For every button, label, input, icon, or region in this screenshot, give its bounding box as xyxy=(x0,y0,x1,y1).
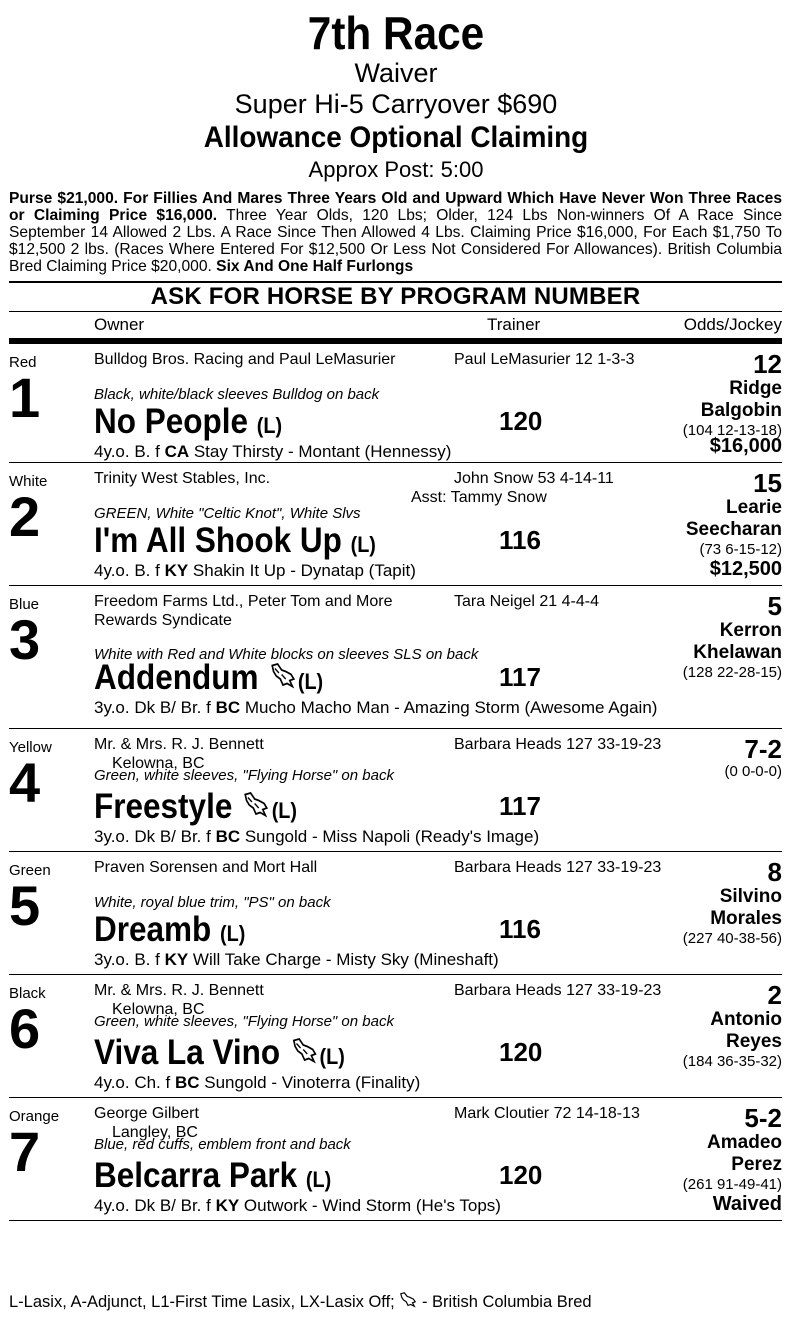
age-sex: 4y.o. Ch. f xyxy=(94,1073,175,1092)
sire-dam: Sungold - Miss Napoli (Ready's Image) xyxy=(240,827,540,846)
silks-description: Black, white/black sleeves Bulldog on back xyxy=(94,386,380,403)
owner-location: Kelowna, BC xyxy=(112,1001,205,1018)
assistant-trainer: Asst: Tammy Snow xyxy=(411,489,547,506)
pedigree-line xyxy=(94,1196,501,1216)
sire-dam: Sungold - Vinoterra (Finality) xyxy=(199,1073,421,1092)
morning-line-odds: 12 xyxy=(753,349,782,379)
jockey-last-name: Seecharan xyxy=(685,519,782,540)
horse-name-line xyxy=(94,402,282,446)
jockey-first-name: Kerron xyxy=(719,620,782,641)
age-sex: 4y.o. B. f xyxy=(94,442,165,461)
weight: 117 xyxy=(499,791,541,821)
race-header xyxy=(0,8,792,184)
horse-name: No People xyxy=(94,402,249,441)
trainer: Paul LeMasurier 12 1-3-3 xyxy=(454,351,635,368)
sire-dam: Mucho Macho Man - Amazing Storm (Awesome Again) xyxy=(240,698,658,717)
column-headers xyxy=(9,311,782,338)
entry-row xyxy=(9,975,782,1098)
bred-state: BC xyxy=(215,827,241,846)
jockey-last-name: Balgobin xyxy=(700,400,782,421)
bc-map-icon xyxy=(269,660,296,700)
horse-name: Belcarra Park xyxy=(94,1156,298,1195)
pedigree-line xyxy=(94,561,416,581)
post-time: Approx Post: 5:00 xyxy=(308,157,484,182)
owner-location: Kelowna, BC xyxy=(112,755,205,772)
conditions-body: Three Year Olds, 120 Lbs; Older, 124 Lbs Non-winners Of A Race Since September 14 Allowed 2 Lbs. A Race Since Then Allowed 4 Lbs. Claiming Price $16,000, For Each $1,750 To $12,500 2 lbs. (Races Where Entered For $12,500 Or Less Not Considered For Allowances). British Columbia Bred Claiming Price $20,000. xyxy=(9,207,782,275)
medication-label: (L) xyxy=(297,669,324,694)
owner-name: Trinity West Stables, Inc. xyxy=(94,470,271,487)
bred-state: BC xyxy=(174,1073,200,1092)
weight: 116 xyxy=(499,525,541,555)
weight: 116 xyxy=(499,914,541,944)
weight: 120 xyxy=(499,1037,543,1067)
program-number: 3 xyxy=(9,608,41,671)
jockey-stats: (261 91-49-41) xyxy=(682,1176,782,1193)
odds-jockey-block xyxy=(683,858,782,948)
saddle-color: Green xyxy=(9,862,51,879)
trainer-column-header: Trainer xyxy=(487,315,541,334)
bc-map-icon xyxy=(291,1035,318,1075)
medication-label: (L) xyxy=(319,1044,345,1069)
morning-line-odds: 8 xyxy=(767,857,782,887)
program-number: 2 xyxy=(9,485,41,548)
jockey-stats: (73 6-15-12) xyxy=(699,541,782,558)
jockey-stats: (227 40-38-56) xyxy=(682,930,782,947)
pedigree-line xyxy=(94,827,539,847)
bred-state: CA xyxy=(164,442,190,461)
horse-name: Freestyle xyxy=(94,787,233,826)
owner-name: Mr. & Mrs. R. J. Bennett xyxy=(94,982,264,999)
claiming-price: $12,500 xyxy=(709,558,782,580)
jockey-last-name: Perez xyxy=(731,1154,782,1175)
program-number: 1 xyxy=(9,366,41,429)
owner-name: Bulldog Bros. Racing and Paul LeMasurier xyxy=(94,351,396,368)
horse-name-line xyxy=(94,1033,345,1077)
entry-row xyxy=(9,463,782,586)
race-conditions xyxy=(9,190,782,275)
jockey-last-name: Reyes xyxy=(726,1031,782,1052)
horse-name-line xyxy=(94,910,245,954)
odds-jockey-block xyxy=(683,981,782,1071)
program-number: 7 xyxy=(9,1120,41,1183)
silks-description: White, royal blue trim, "PS" on back xyxy=(94,894,331,911)
silks-description: Green, white sleeves, "Flying Horse" on back xyxy=(94,1013,394,1030)
entry-row xyxy=(9,586,782,729)
program-number: 4 xyxy=(9,751,41,814)
morning-line-odds: 5-2 xyxy=(744,1103,782,1133)
entry-row xyxy=(9,1098,782,1221)
jockey-stats: (104 12-13-18) xyxy=(682,422,782,439)
claiming-price: Waived xyxy=(712,1193,782,1215)
owner-name: Mr. & Mrs. R. J. Bennett xyxy=(94,736,264,753)
medication-label: (L) xyxy=(305,1167,332,1192)
morning-line-odds: 5 xyxy=(767,591,782,621)
sire-dam: Will Take Charge - Misty Sky (Mineshaft) xyxy=(188,950,499,969)
horse-name-line xyxy=(94,787,297,831)
weight: 120 xyxy=(499,1160,543,1190)
weight: 117 xyxy=(499,662,541,692)
owner-name: Praven Sorensen and Mort Hall xyxy=(94,859,318,876)
saddle-color: Black xyxy=(9,985,46,1002)
bred-state: BC xyxy=(215,698,241,717)
jockey-stats: (0 0-0-0) xyxy=(724,763,782,780)
waiver-label: Waiver xyxy=(354,58,438,88)
silks-description: White with Red and White blocks on sleeves SLS on back xyxy=(94,646,479,663)
age-sex: 3y.o. Dk B/ Br. f xyxy=(94,698,216,717)
sire-dam: Shakin It Up - Dynatap (Tapit) xyxy=(188,561,416,580)
saddle-color: Yellow xyxy=(9,739,52,756)
owner-block xyxy=(94,350,396,369)
jockey-first-name: Amadeo xyxy=(707,1132,782,1153)
legend-bc-text: - British Columbia Bred xyxy=(417,1292,592,1311)
carryover-label: Super Hi-5 Carryover $690 xyxy=(234,89,558,119)
pedigree-line xyxy=(94,442,451,462)
odds-jockey-block xyxy=(724,735,782,781)
trainer: Barbara Heads 127 33-19-23 xyxy=(454,982,662,999)
program-number: 5 xyxy=(9,874,41,937)
horse-name: Dreamb xyxy=(94,910,212,949)
sire-dam: Stay Thirsty - Montant (Hennessy) xyxy=(189,442,452,461)
medication-label: (L) xyxy=(350,532,376,557)
race-program-page xyxy=(0,8,792,1319)
race-number-title: 7th Race xyxy=(307,7,485,59)
horse-name: I'm All Shook Up xyxy=(94,521,342,560)
horse-name-line xyxy=(94,521,376,565)
conditions-distance: Six And One Half Furlongs xyxy=(216,258,414,275)
owner-location: Langley, BC xyxy=(112,1124,198,1141)
trainer: Barbara Heads 127 33-19-23 xyxy=(454,859,662,876)
morning-line-odds: 2 xyxy=(767,980,782,1010)
jockey-first-name: Antonio xyxy=(710,1009,782,1030)
medication-label: (L) xyxy=(271,798,297,823)
saddle-color: Red xyxy=(9,354,37,371)
silks-description: Blue, red cuffs, emblem front and back xyxy=(94,1136,351,1153)
entry-row xyxy=(9,344,782,463)
morning-line-odds: 15 xyxy=(753,468,782,498)
silks-description: GREEN, White "Celtic Knot", White Slvs xyxy=(94,505,361,522)
owner-block xyxy=(94,469,270,488)
jockey-first-name: Silvino xyxy=(719,886,782,907)
trainer: Mark Cloutier 72 14-18-13 xyxy=(454,1105,640,1122)
pedigree-line xyxy=(94,698,657,718)
program-number: 6 xyxy=(9,997,41,1060)
jockey-first-name: Ridge xyxy=(729,378,782,399)
bred-state: KY xyxy=(164,950,189,969)
horse-name: Viva La Vino xyxy=(94,1033,281,1072)
owner-block xyxy=(94,592,392,630)
saddle-color: White xyxy=(9,473,48,490)
pedigree-line xyxy=(94,950,499,970)
bc-map-icon xyxy=(243,789,270,829)
odds-jockey-block xyxy=(683,592,782,682)
jockey-stats: (128 22-28-15) xyxy=(682,664,782,681)
odds-jockey-column-header: Odds/Jockey xyxy=(683,315,782,334)
odds-jockey-block xyxy=(686,469,782,559)
trainer: Barbara Heads 127 33-19-23 xyxy=(454,736,662,753)
saddle-color: Orange xyxy=(9,1108,60,1125)
saddle-color: Blue xyxy=(9,596,40,613)
horse-name-line xyxy=(94,1156,331,1200)
jockey-last-name: Morales xyxy=(710,908,782,929)
silks-description: Green, white sleeves, "Flying Horse" on back xyxy=(94,767,394,784)
entry-row xyxy=(9,852,782,975)
jockey-stats: (184 36-35-32) xyxy=(682,1053,782,1070)
trainer: John Snow 53 4-14-11 xyxy=(454,470,614,487)
age-sex: 3y.o. Dk B/ Br. f xyxy=(94,827,216,846)
pedigree-line xyxy=(94,1073,420,1093)
odds-jockey-block xyxy=(683,350,782,440)
legend-text: L-Lasix, A-Adjunct, L1-First Time Lasix, LX-Lasix Off; xyxy=(9,1292,395,1311)
ask-banner: ASK FOR HORSE BY PROGRAM NUMBER xyxy=(9,281,782,311)
weight: 120 xyxy=(499,406,543,436)
owner-name: George Gilbert xyxy=(94,1105,199,1122)
medication-label: (L) xyxy=(256,413,283,438)
sire-dam: Outwork - Wind Storm (He's Tops) xyxy=(239,1196,501,1215)
age-sex: 4y.o. Dk B/ Br. f xyxy=(94,1196,216,1215)
claiming-price: $16,000 xyxy=(709,435,782,457)
jockey-first-name: Learie xyxy=(726,497,782,518)
horse-name: Addendum xyxy=(94,658,259,697)
morning-line-odds: 7-2 xyxy=(744,734,782,764)
trainer: Tara Neigel 21 4-4-4 xyxy=(454,593,599,610)
horse-name-line xyxy=(94,658,323,702)
age-sex: 3y.o. B. f xyxy=(94,950,165,969)
owner-block xyxy=(94,858,317,877)
entries-list xyxy=(0,344,792,1221)
owner-column-header: Owner xyxy=(94,315,145,334)
age-sex: 4y.o. B. f xyxy=(94,561,165,580)
medication-label: (L) xyxy=(220,921,246,946)
conditions-lead: Purse $21,000. For Fillies And Mares Three Years Old and Upward Which Have Never Won Three Races or Claiming Price $16,000. xyxy=(9,190,782,224)
entry-row xyxy=(9,729,782,852)
bred-state: KY xyxy=(215,1196,240,1215)
odds-jockey-block xyxy=(683,1104,782,1194)
race-type-title: Allowance Optional Claiming xyxy=(203,121,589,154)
bred-state: KY xyxy=(164,561,189,580)
jockey-last-name: Khelawan xyxy=(693,642,782,663)
owner-name-line2: Rewards Syndicate xyxy=(94,612,232,629)
owner-name: Freedom Farms Ltd., Peter Tom and More xyxy=(94,593,393,610)
